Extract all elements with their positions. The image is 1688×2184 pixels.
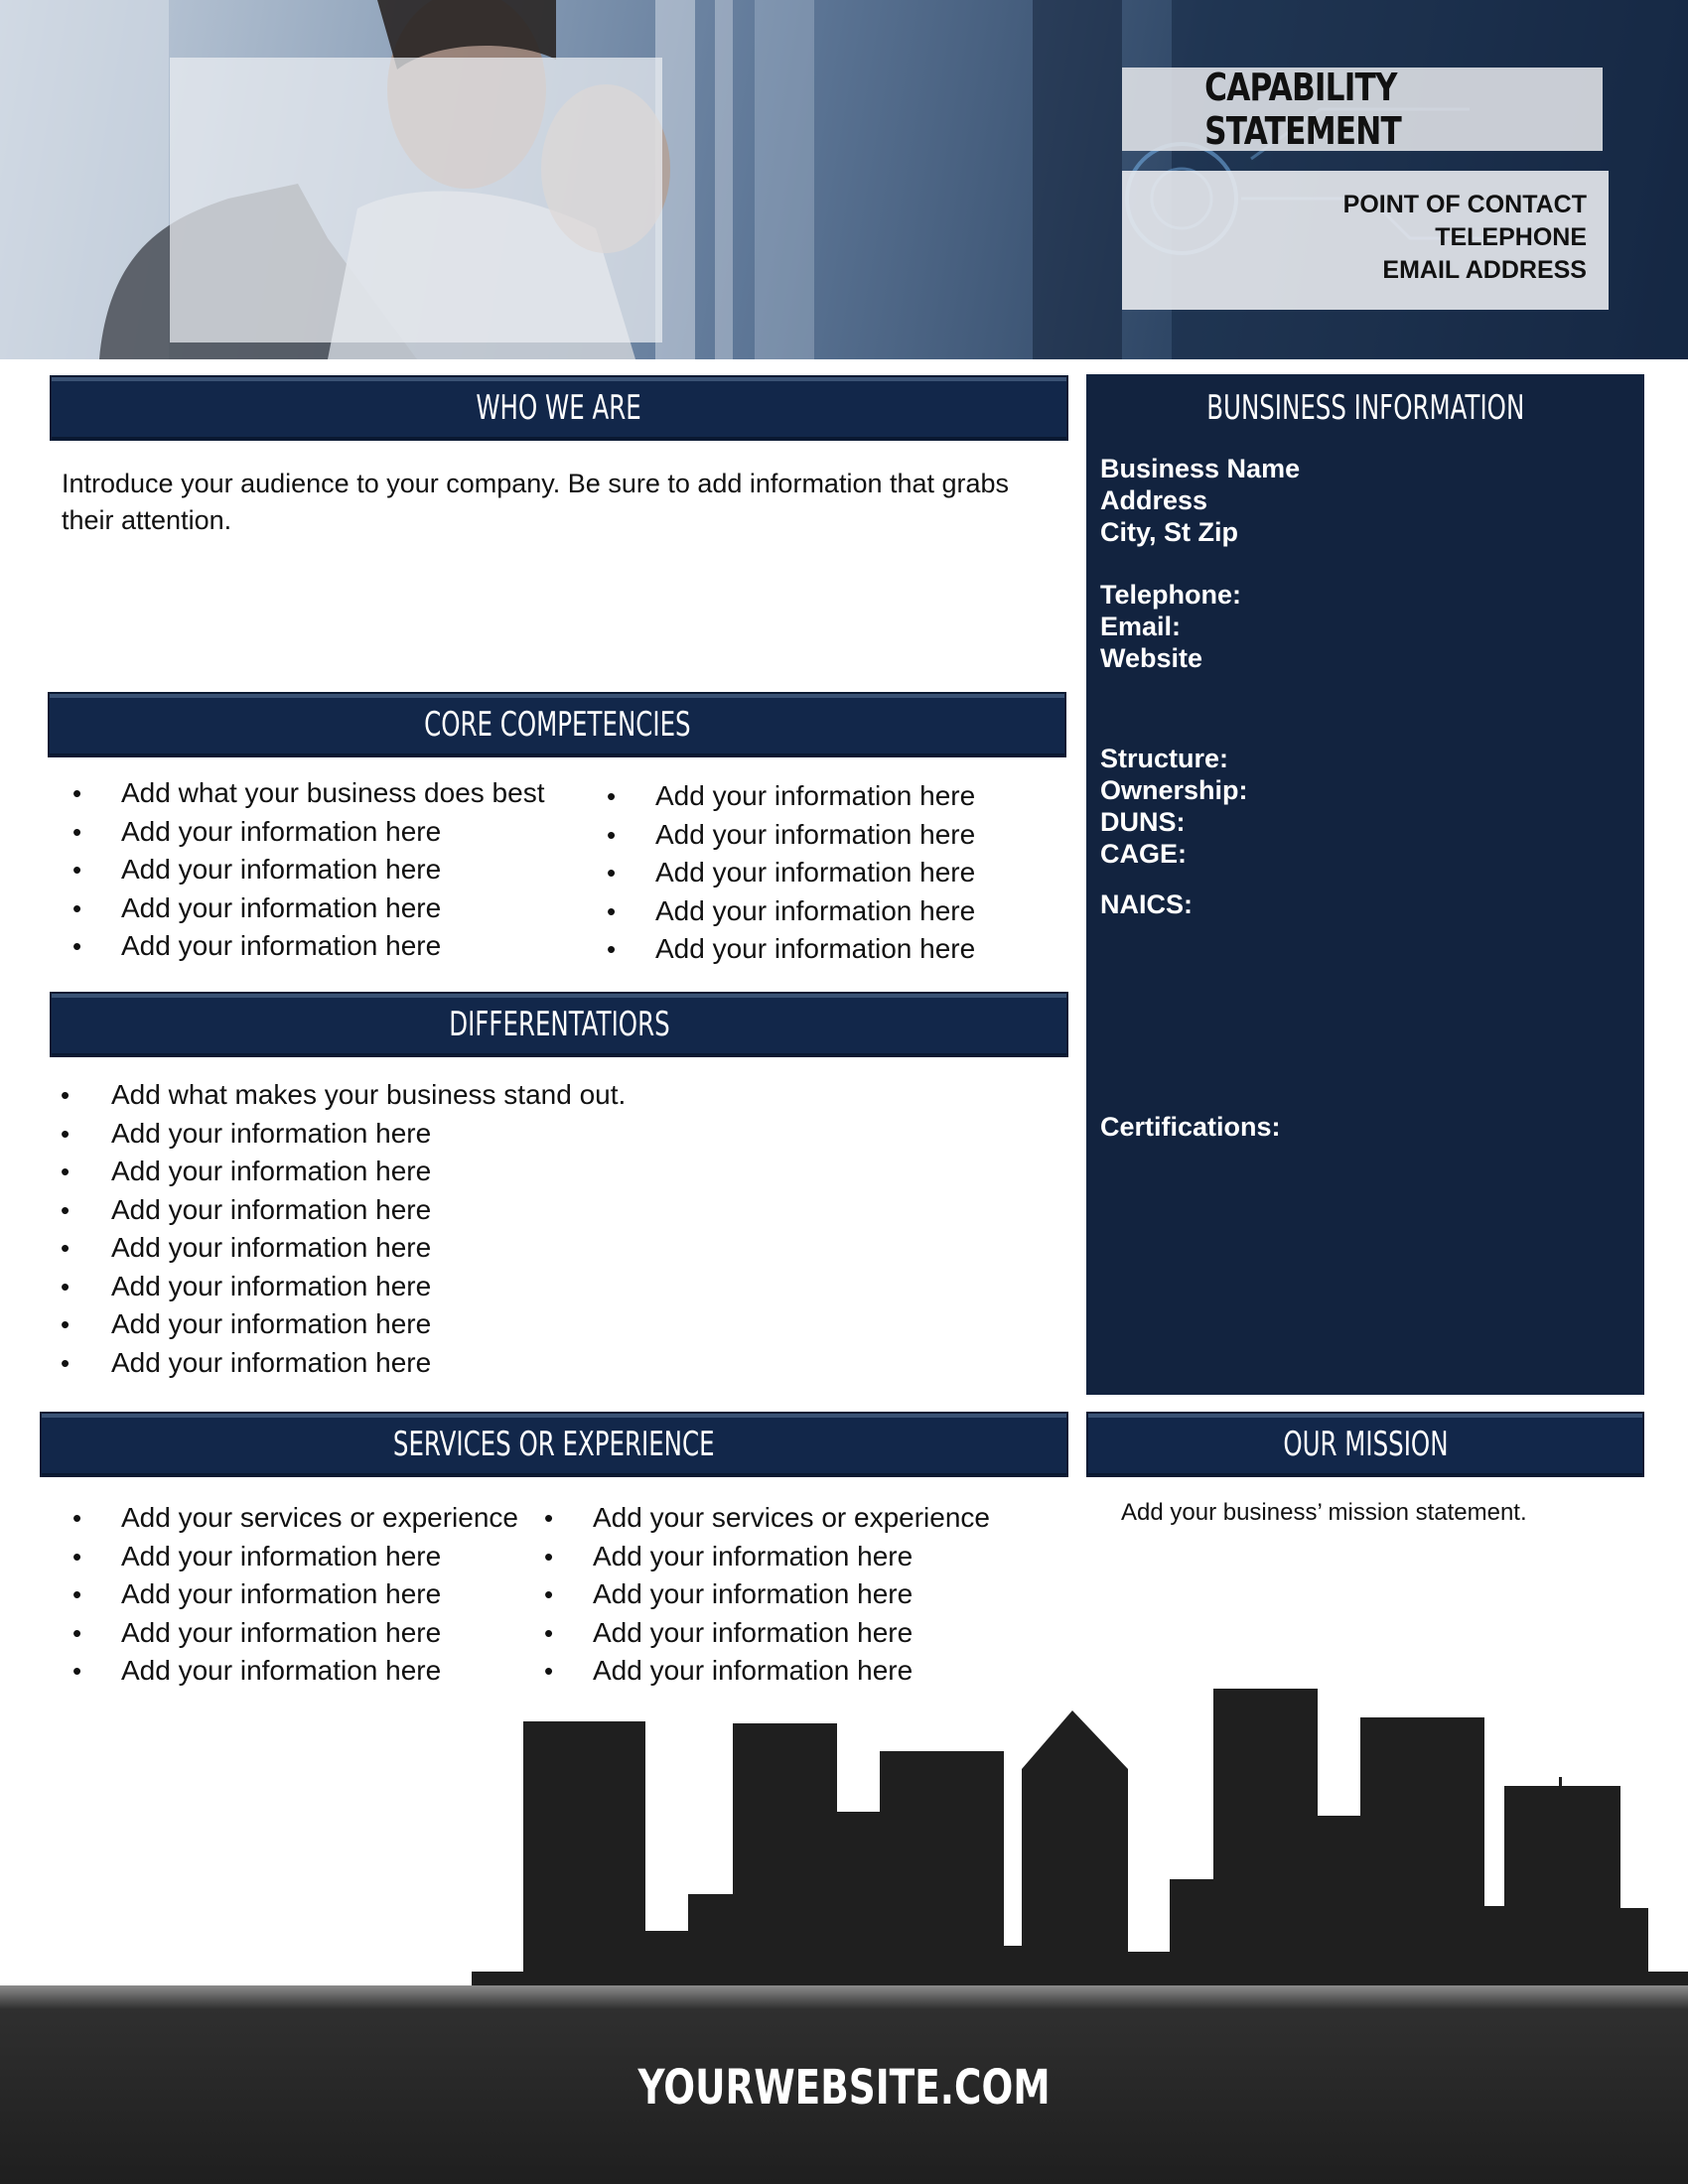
list-item: • Add what makes your business stand out. (111, 1076, 626, 1115)
contact-box (1122, 171, 1609, 310)
point-of-contact: POINT OF CONTACT (1342, 191, 1587, 218)
business-duns: DUNS: (1100, 807, 1186, 837)
list-item: • Add your information here (121, 1652, 518, 1691)
differentiators-heading: DIFFERENTATIORS (448, 1005, 670, 1044)
list-item: • Add your information here (111, 1115, 626, 1154)
business-certifications: Certifications: (1100, 1112, 1281, 1142)
city-skyline-graphic (0, 1678, 1688, 1995)
business-structure: Structure: (1100, 744, 1229, 773)
list-item: • Add your information here (593, 1652, 990, 1691)
business-website: Website (1100, 643, 1203, 673)
list-item: • Add your information here (121, 927, 544, 966)
list-item: • Add your information here (111, 1268, 626, 1306)
business-cage: CAGE: (1100, 839, 1187, 869)
list-item: • Add your information here (121, 851, 544, 889)
list-item: • Add your information here (121, 1575, 518, 1614)
business-codes-block (1100, 743, 1248, 870)
business-name: Business Name (1100, 454, 1301, 483)
services-list-right (593, 1499, 990, 1691)
list-item: • Add what your business does best (121, 774, 544, 813)
business-email: Email: (1100, 612, 1182, 641)
telephone: TELEPHONE (1435, 223, 1587, 251)
services-heading-bar (40, 1412, 1068, 1477)
business-address-block (1100, 453, 1300, 548)
list-item: • Add your information here (111, 1153, 626, 1191)
mission-heading: OUR MISSION (1282, 1425, 1449, 1464)
list-item: • Add your information here (655, 930, 975, 969)
list-item: • Add your information here (655, 777, 975, 816)
list-item: • Add your information here (121, 1614, 518, 1653)
list-item: • Add your information here (655, 816, 975, 855)
business-naics: NAICS: (1100, 889, 1193, 919)
business-city: City, St Zip (1100, 517, 1238, 547)
photo-overlay-box (170, 58, 662, 342)
website-link[interactable]: YOURWEBSITE.COM (637, 2060, 1051, 2116)
list-item: • Add your information here (655, 892, 975, 931)
list-item: • Add your information here (121, 813, 544, 852)
footer-bar (0, 1985, 1688, 2184)
email-address: EMAIL ADDRESS (1382, 256, 1587, 284)
list-item: • Add your information here (593, 1538, 990, 1576)
business-information-heading-wrap (1086, 375, 1644, 441)
list-item: • Add your services or experience (121, 1499, 518, 1538)
core-competencies-list-left (121, 774, 544, 966)
core-competencies-heading: CORE COMPETENCIES (423, 705, 691, 745)
services-heading: SERVICES OR EXPERIENCE (393, 1425, 715, 1464)
business-address: Address (1100, 485, 1208, 515)
list-item: • Add your information here (593, 1614, 990, 1653)
list-item: • Add your information here (121, 1538, 518, 1576)
list-item: • Add your information here (111, 1305, 626, 1344)
business-information-heading: BUNSINESS INFORMATION (1205, 388, 1525, 428)
services-list-left (121, 1499, 518, 1691)
list-item: • Add your information here (111, 1344, 626, 1383)
business-contact-block (1100, 579, 1241, 674)
list-item: • Add your information here (111, 1191, 626, 1230)
mission-text: Add your business’ mission statement. (1121, 1499, 1527, 1526)
core-competencies-heading-bar (48, 692, 1066, 757)
title-box (1122, 68, 1603, 151)
who-we-are-text: Introduce your audience to your company. Be sure to add information that grabs their attention. (62, 469, 1010, 535)
list-item: • Add your information here (121, 889, 544, 928)
core-competencies-list-right (655, 777, 975, 969)
header-photo (0, 0, 1688, 359)
list-item: • Add your information here (593, 1575, 990, 1614)
business-telephone: Telephone: (1100, 580, 1242, 610)
differentiators-list (111, 1076, 626, 1382)
business-ownership: Ownership: (1100, 775, 1248, 805)
list-item: • Add your information here (111, 1229, 626, 1268)
list-item: • Add your information here (655, 854, 975, 892)
who-we-are-heading: WHO WE ARE (476, 388, 642, 428)
document-title: CAPABILITY STATEMENT (1204, 66, 1401, 153)
differentiators-heading-bar (50, 992, 1068, 1057)
list-item: • Add your services or experience (593, 1499, 990, 1538)
who-we-are-heading-bar (50, 375, 1068, 441)
mission-heading-bar (1086, 1412, 1644, 1477)
